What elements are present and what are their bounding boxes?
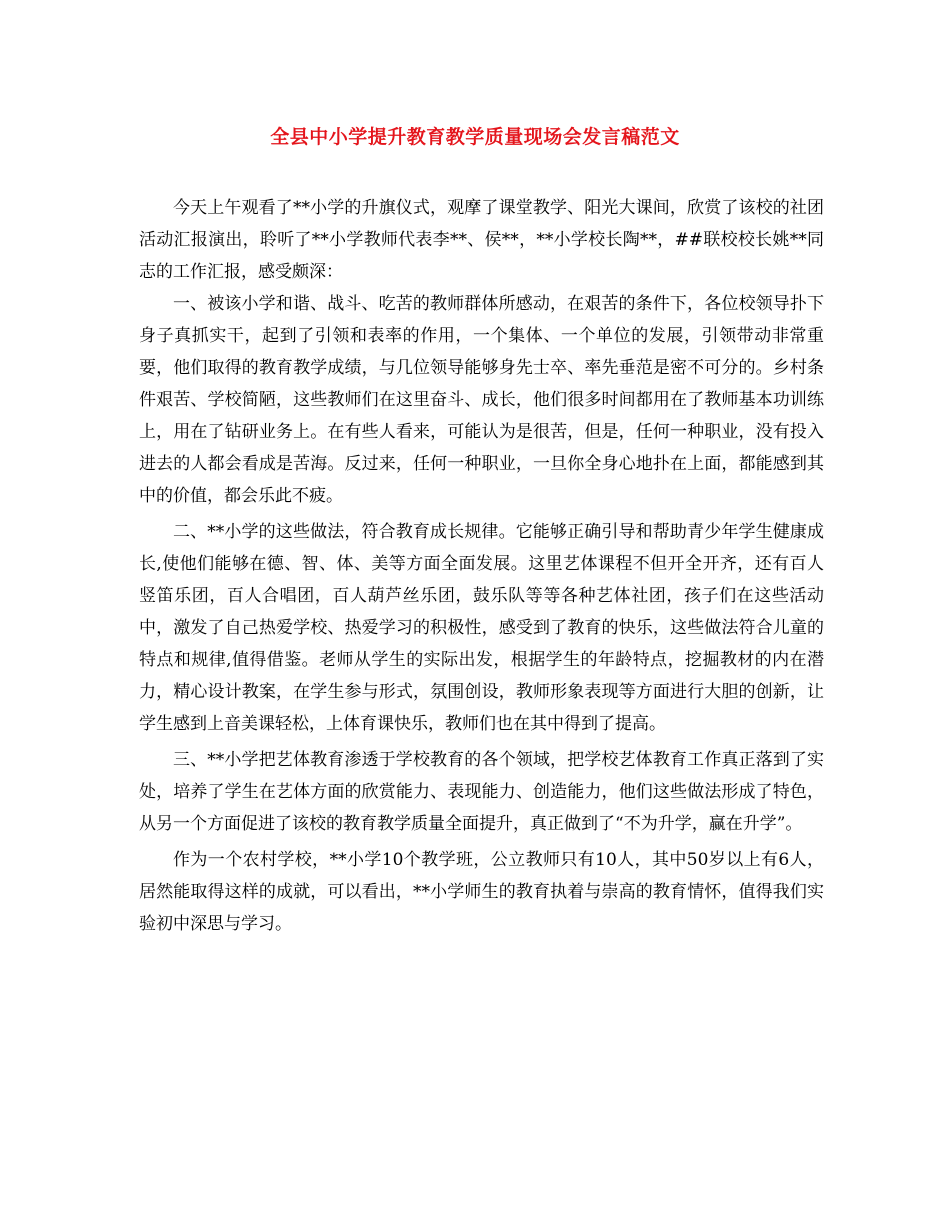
document-body (139, 192, 824, 940)
document-title: 全县中小学提升教育教学质量现场会发言稿范文 (270, 126, 680, 148)
paragraph-intro: 今天上午观看了**小学的升旗仪式，观摩了课堂教学、阳光大课间，欣赏了该校的社团活动汇报演出，聆听了**小学教师代表李**、侯**，**小学校长陶**，##联校校长姚**同志的工作汇报，感受颇深： (139, 198, 824, 282)
paragraph-conclusion: 作为一个农村学校，**小学10个教学班，公立教师只有10人，其中50岁以上有6人，居然能取得这样的成就，可以看出，**小学师生的教育执着与崇高的教育情怀，值得我们实验初中深思与学习。 (139, 850, 824, 934)
paragraph-point-two: 二、**小学的这些做法，符合教育成长规律。它能够正确引导和帮助青少年学生健康成长,使他们能够在德、智、体、美等方面全面发展。这里艺体课程不但开全开齐，还有百人竖笛乐团，百人合唱团，百人葫芦丝乐团，鼓乐队等等各种艺体社团，孩子们在这些活动中，激发了自己热爱学校、热爱学习的积极性，感受到了教育的快乐，这些做法符合儿童的特点和规律,值得借鉴。老师从学生的实际出发，根据学生的年龄特点，挖掘教材的内在潜力，精心设计教案，在学生参与形式，氛围创设，教师形象表现等方面进行大胆的创新，让学生感到上音美课轻松，上体育课快乐，教师们也在其中得到了提高。 (139, 522, 824, 734)
paragraph-point-three: 三、**小学把艺体教育渗透于学校教育的各个领域，把学校艺体教育工作真正落到了实处，培养了学生在艺体方面的欣赏能力、表现能力、创造能力，他们这些做法形成了特色，从另一个方面促进了该校的教育教学质量全面提升，真正做到了“不为升学，赢在升学”。 (139, 750, 824, 834)
paragraph-point-one: 一、被该小学和谐、战斗、吃苦的教师群体所感动，在艰苦的条件下，各位校领导扑下身子真抓实干，起到了引领和表率的作用，一个集体、一个单位的发展，引领带动非常重要，他们取得的教育教学成绩，与几位领导能够身先士卒、率先垂范是密不可分的。乡村条件艰苦、学校简陋，这些教师们在这里奋斗、成长，他们很多时间都用在了教师基本功训练上，用在了钻研业务上。在有些人看来，可能认为是很苦，但是，任何一种职业，没有投入进去的人都会看成是苦海。反过来，任何一种职业，一旦你全身心地扑在上面，都能感到其中的价值，都会乐此不疲。 (139, 294, 824, 506)
